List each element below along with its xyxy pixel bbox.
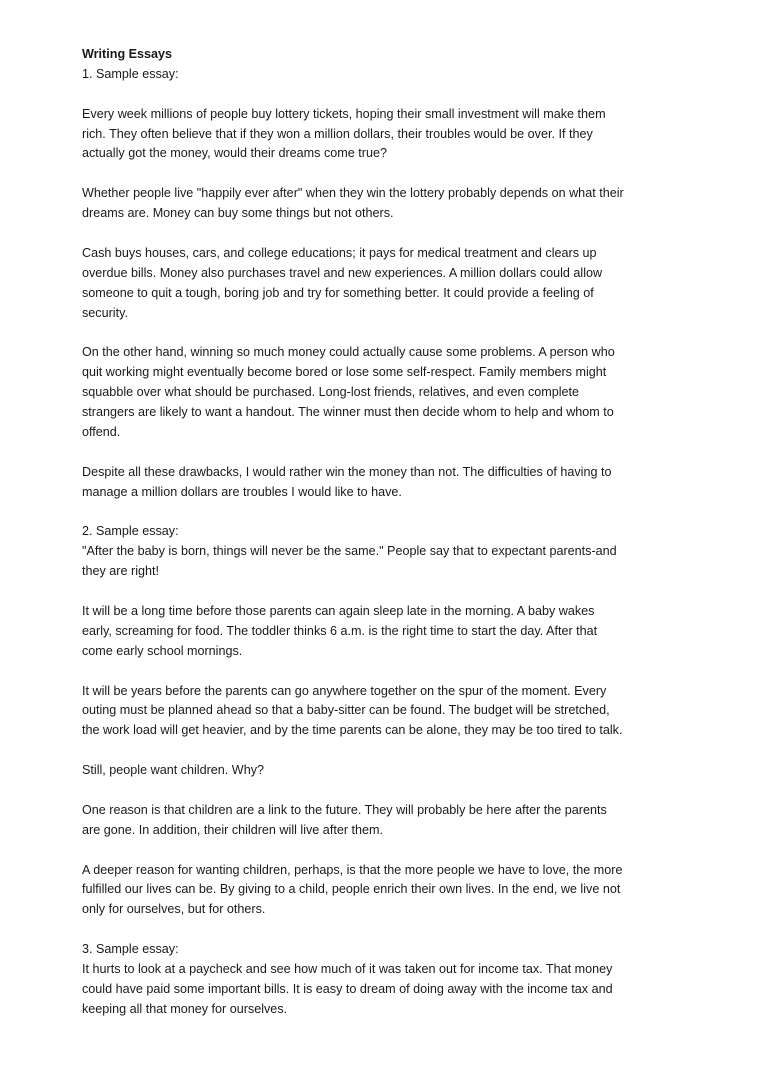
text-line: security.	[82, 305, 128, 320]
text-line: "After the baby is born, things will never be the same." People say that to expectant parents-and	[82, 544, 617, 559]
paragraph	[82, 343, 682, 442]
text-line: One reason is that children are a link to the future. They will probably be here after the parents	[82, 802, 607, 817]
text-line: It hurts to look at a paycheck and see how much of it was taken out for income tax. That money	[82, 961, 613, 976]
spacer	[82, 85, 682, 105]
text-line: are gone. In addition, their children will live after them.	[82, 822, 384, 837]
text-line: dreams are. Money can buy some things but not others.	[82, 206, 394, 221]
paragraph	[82, 801, 682, 841]
text-line: could have paid some important bills. It is easy to dream of doing away with the income tax and	[82, 981, 613, 996]
section-heading: 1. Sample essay:	[82, 66, 179, 81]
text-line: Cash buys houses, cars, and college educations; it pays for medical treatment and clears up	[82, 245, 597, 260]
text-line: quit working might eventually become bored or lose some self-respect. Family members might	[82, 365, 607, 380]
section-heading: 2. Sample essay:	[82, 524, 179, 539]
document-page	[82, 45, 682, 1020]
text-line: early, screaming for food. The toddler thinks 6 a.m. is the right time to start the day. After that	[82, 623, 598, 638]
paragraph	[82, 960, 682, 1020]
text-line: It will be years before the parents can go anywhere together on the spur of the moment. Every	[82, 683, 607, 698]
document-title: Writing Essays	[82, 47, 173, 61]
text-line: outing must be planned ahead so that a baby-sitter can be found. The budget will be stretched,	[82, 703, 610, 718]
text-line: only for ourselves, but for others.	[82, 902, 266, 917]
essay-section-1	[82, 65, 682, 503]
paragraph	[82, 861, 682, 921]
text-line: overdue bills. Money also purchases travel and new experiences. A million dollars could allow	[82, 265, 603, 280]
essay-section-2	[82, 522, 682, 920]
paragraph	[82, 542, 682, 582]
paragraph	[82, 105, 682, 165]
text-line: offend.	[82, 424, 121, 439]
text-line: come early school mornings.	[82, 643, 243, 658]
paragraph	[82, 184, 682, 224]
paragraph	[82, 244, 682, 324]
paragraph	[82, 761, 682, 781]
text-line: Every week millions of people buy lottery tickets, hoping their small investment will make them	[82, 106, 606, 121]
text-line: rich. They often believe that if they won a million dollars, their troubles would be over. If they	[82, 126, 593, 141]
text-line: On the other hand, winning so much money could actually cause some problems. A person who	[82, 345, 615, 360]
text-line: someone to quit a tough, boring job and try for something better. It could provide a feeling of	[82, 285, 594, 300]
text-line: squabble over what should be purchased. Long-lost friends, relatives, and even complete	[82, 385, 580, 400]
paragraph	[82, 602, 682, 662]
text-line: the work load will get heavier, and by the time parents can be alone, they may be too tired to talk.	[82, 723, 623, 738]
text-line: Still, people want children. Why?	[82, 763, 265, 778]
text-line: actually got the money, would their dreams come true?	[82, 146, 387, 161]
text-line: Whether people live "happily ever after" when they win the lottery probably depends on what their	[82, 186, 624, 201]
essay-section-3	[82, 940, 682, 1020]
paragraph	[82, 463, 682, 503]
text-line: Despite all these drawbacks, I would rather win the money than not. The difficulties of having to	[82, 464, 612, 479]
paragraph	[82, 682, 682, 742]
text-line: fulfilled our lives can be. By giving to a child, people enrich their own lives. In the end, we live not	[82, 882, 621, 897]
text-line: It will be a long time before those parents can again sleep late in the morning. A baby wakes	[82, 603, 595, 618]
text-line: strangers are likely to want a handout. The winner must then decide whom to help and whom to	[82, 405, 614, 420]
text-line: manage a million dollars are troubles I would like to have.	[82, 484, 402, 499]
text-line: keeping all that money for ourselves.	[82, 1001, 288, 1016]
text-line: they are right!	[82, 564, 160, 579]
text-line: A deeper reason for wanting children, perhaps, is that the more people we have to love, the more	[82, 862, 623, 877]
section-heading: 3. Sample essay:	[82, 942, 179, 957]
